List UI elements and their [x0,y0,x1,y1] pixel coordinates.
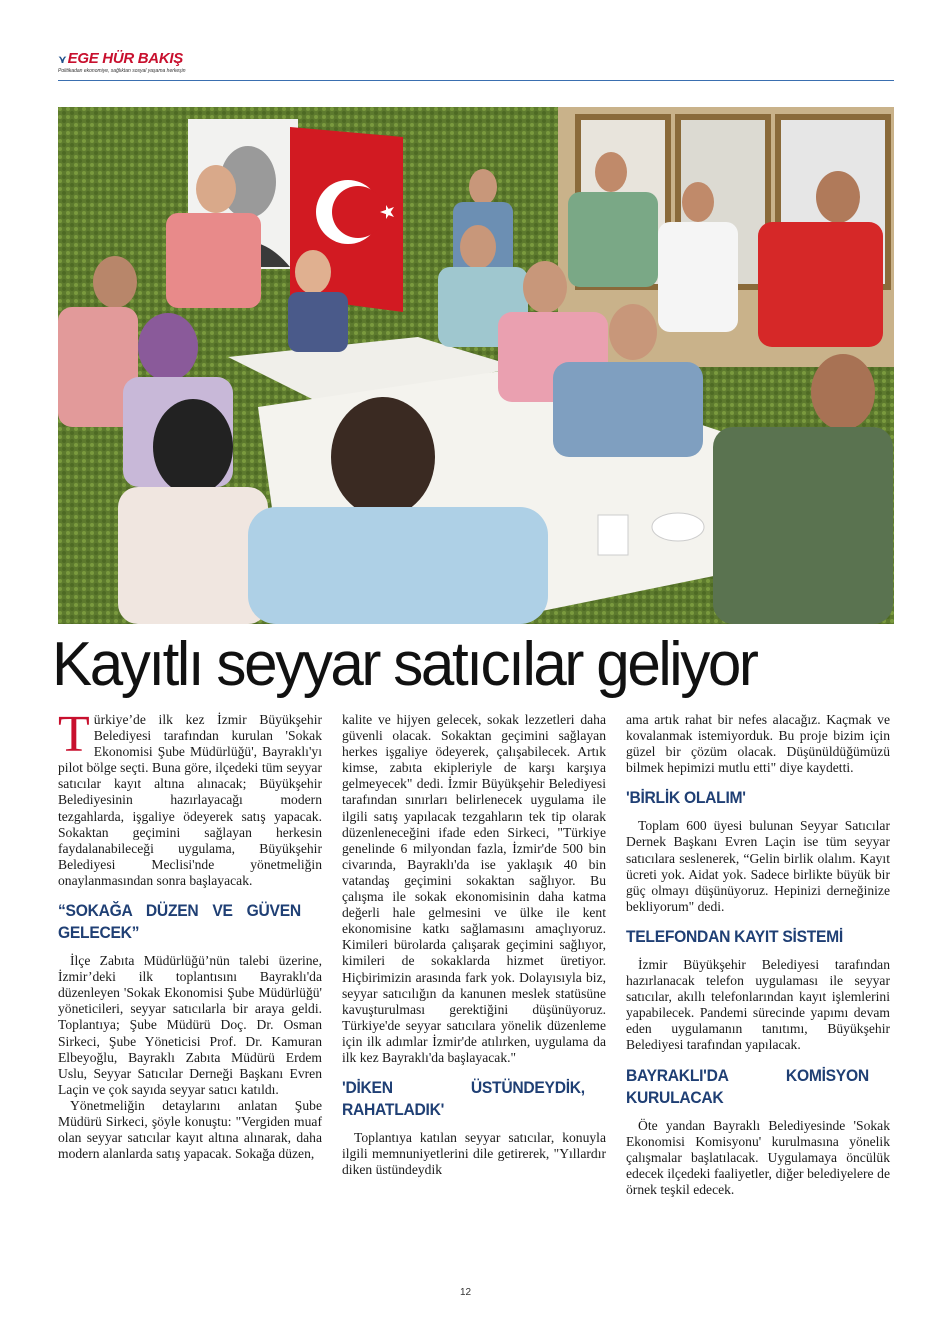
paragraph: Öte yandan Bayraklı Belediyesinde 'Sokak Ekonomisi Komisyonu' kurulmasına yönelik çalışmalar başlatılacak. Uygulamaya öncülük edecek ilçedeki faaliyetler, diğer belediyelere de örnek teşkil edecek. [626,1117,890,1197]
paragraph: Toplam 600 üyesi bulunan Seyyar Satıcılar Dernek Başkanı Evren Laçin ise tüm seyyar satıcılara seslenerek, “Gelin birlik olalım. Kayıt ücreti yok. Aidat yok. Sadece birlikte büyük bir güç olmayı düşünüyoruz. Hepinizi derneğinize bekliyorum" dedi. [626,818,890,914]
headline: Kayıtlı seyyar satıcılar geliyor [52,630,757,699]
subheading-komisyon: BAYRAKLI'DA KOMİSYON KURULACAK [626,1065,869,1107]
paragraph: ama artık rahat bir nefes alacağız. Kaçmak ve kovalanmak istemiyorduk. Bu proje bizim için güzel bir çözüm olacak. Düşünüldüğümüzü bilmek hepimizi mutlu etti" diye kaydetti. [626,712,890,776]
article-column-3 [626,712,890,1198]
photo-icon [58,107,894,624]
logo-text: EGE HÜR BAKIŞ [67,50,183,67]
paragraph: İzmir Büyükşehir Belediyesi tarafından hazırlanacak telefon uygulaması ile seyyar satıcılar, akıllı telefonlarından kayıt işlemlerini yapabilecek. Pandemi sürecinde yapımı devam eden uygulamanın tanıtımı, Büyükşehir Belediyesi tarafından yapılacak. [626,956,890,1053]
paragraph: Yönetmeliğin detaylarını anlatan Şube Müdürü Sirkeci, şöyle konuştu: "Vergiden muaf olan seyyar satıcılar kayıt altına alınarak, daha modern alanlarda satış yapacak. Sokağa düzen, [58,1097,322,1162]
subheading-diken-ustundeydik: 'DİKEN ÜSTÜNDEYDİK, RAHATLADIK' [342,1078,585,1120]
header-rule [58,80,894,81]
masthead [58,46,894,82]
article-photo [58,107,894,624]
dropcap: T [58,706,90,763]
paragraph: İlçe Zabıta Müdürlüğü’nün talebi üzerine, İzmir’deki ilk toplantısını Bayraklı'da düzenleyen 'Sokak Ekonomisi Şube Müdürlüğü' yöneticileri, seyyar satıcılarla bir araya geldi. Toplantıya; Şube Müdürü Doç. Dr. Osman Sirkeci, Şube Yöneticisi Prof. Dr. Kamuran Elbeyoğlu, Bayraklı Zabıta Müdürü Erdem Uslu, Seyyar Satıcılar Derneği Başkanı Evren Laçin ve çok sayıda seyyar satıcı katıldı. [58,953,322,1097]
paragraph: kalite ve hijyen gelecek, sokak lezzetleri daha güvenli olacak. Sokaktan geçimini sağlayan herkes işgaliye ödeyerek, çalışabilecek. Artık kimse, zabıta ekipleriyle de karşı karşıya gelmeyecek" dedi. İzmir Büyükşehir Belediyesi tarafından sınırları belirlenecek uygulama ile ilgili satış yapılacak tezgahların tek tip olarak düzenleneceğini ifade eden Sirkeci, "Türkiye genelinde 6 milyondan fazla, İzmir'de 500 bin civarında, Bayraklı'da ise yaklaşık 40 bin vatandaş geçimini sokaktan sağlıyor. Bu çalışma ile sokak ekonomisinin daha katma değerli hale gelmesini ve ülke ile kent ekonomisine katkı sağlamasını amaçlıyoruz. Kimileri bürolarda çalışarak geçimini sağlıyor, kimileri de sokaklarda hizmet üretiyor. Hiçbirimizin arasında fark yok. Dolayısıyla biz, seyyar satıcılığın da kanunen meslek statüsüne kavuşturulması gerektiğini düşünüyoruz. Türkiye'de seyyar satıcılara yönelik düzenleme için ilk adımlar İzmir'de atılırken, uygulama da ilk kez Bayraklı'da başlayacak." [342,712,606,1065]
subheading-telefondan-kayit: TELEFONDAN KAYIT SİSTEMİ [626,926,843,946]
intro-text: ürkiye’de ilk kez İzmir Büyükşehir Belediyesi tarafından kurulan 'Sokak Ekonomisi Şube Müdürlüğü', Bayraklı'yı pilot bölge seçti. Buna göre, ilçedeki tüm seyyar satıcılar kayıt altına alınacak; Büyükşehir Belediyesinin hazırlayacağı modern tezgahlarda, işgaliye ödeyerek satış yapacak. Sokaktan geçimini sağlayan herkesin faydalanabileceği uygulama, Büyükşehir Belediyesi Meclisi'nde yönetmeliğin onaylanmasından sonra başlayacak. [58,712,322,888]
paragraph: Toplantıya katılan seyyar satıcılar, konuyla ilgili memnuniyetlerini dile getirerek, "Yıllardır diken üstündeydik [342,1130,606,1178]
subheading-sokaga-duzen: “SOKAĞA DÜZEN VE GÜVEN GELECEK” [58,901,301,943]
article-column-1 [58,706,322,1162]
logo-tagline: Politikadan ekonomiye, sağlıktan sosyal yaşama herkeşin [58,68,186,74]
subheading-birlik-olalim: 'BİRLİK OLALIM' [626,788,746,808]
bird-icon: ⋎ [58,54,67,66]
page-number: 12 [460,1287,472,1298]
masthead-logo [58,50,183,67]
intro-paragraph [58,706,322,889]
article-column-2 [342,712,606,1178]
